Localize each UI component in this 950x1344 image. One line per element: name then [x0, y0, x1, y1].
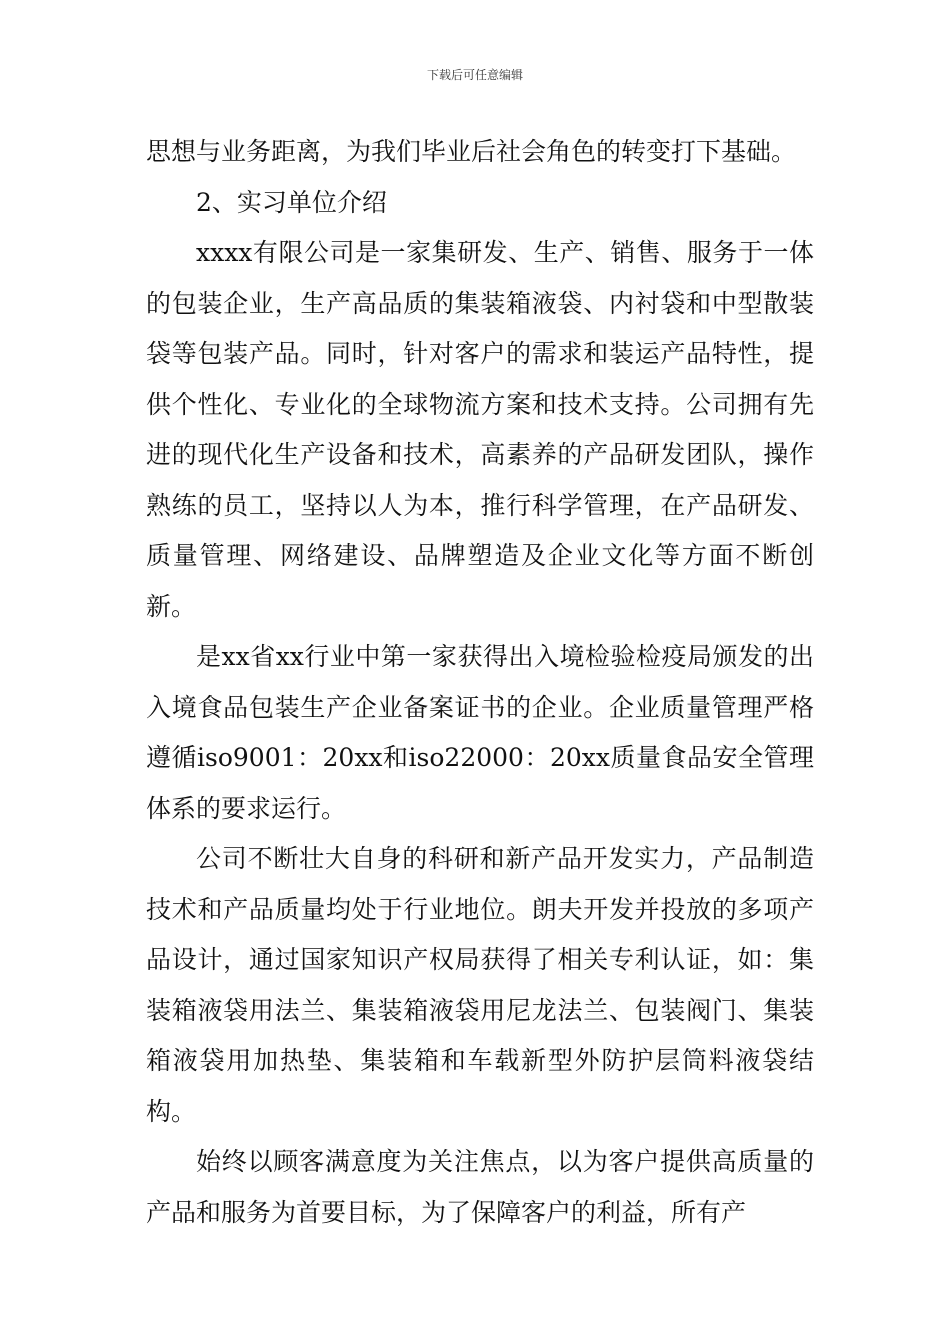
paragraph-research: 公司不断壮大自身的科研和新产品开发实力，产品制造技术和产品质量均处于行业地位。朗夫开发并投放的多项产品设计，通过国家知识产权局获得了相关专利认证，如：集装箱液袋用法兰、集装箱液袋用尼龙法兰、包装阀门、集装箱液袋用加热垫、集装箱和车载新型外防护层筒料液袋结构。 — [146, 844, 814, 1126]
paragraph-customer-focus: 始终以顾客满意度为关注焦点，以为客户提供高质量的产品和服务为首要目标，为了保障客户的利益，所有产 — [146, 1147, 814, 1227]
paragraph-continuation: 思想与业务距离，为我们毕业后社会角色的转变打下基础。 — [146, 137, 797, 166]
paragraph-certification: 是xx省xx行业中第一家获得出入境检验检疫局颁发的出入境食品包装生产企业备案证书的企业。企业质量管理严格遵循iso9001：20xx和iso22000：20xx质量食品安全管理体系的要求运行。 — [146, 642, 814, 823]
paragraph-company-intro: xxxx有限公司是一家集研发、生产、销售、服务于一体的包装企业，生产高品质的集装箱液袋、内衬袋和中型散装袋等包装产品。同时，针对客户的需求和装运产品特性，提供个性化、专业化的全球物流方案和技术支持。公司拥有先进的现代化生产设备和技术，高素养的产品研发团队，操作熟练的员工，坚持以人为本，推行科学管理，在产品研发、质量管理、网络建设、品牌塑造及企业文化等方面不断创新。 — [146, 238, 814, 621]
section-heading: 2、实习单位介绍 — [196, 187, 387, 217]
document-body — [146, 127, 814, 1238]
page-header: 下载后可任意编辑 — [426, 68, 523, 82]
